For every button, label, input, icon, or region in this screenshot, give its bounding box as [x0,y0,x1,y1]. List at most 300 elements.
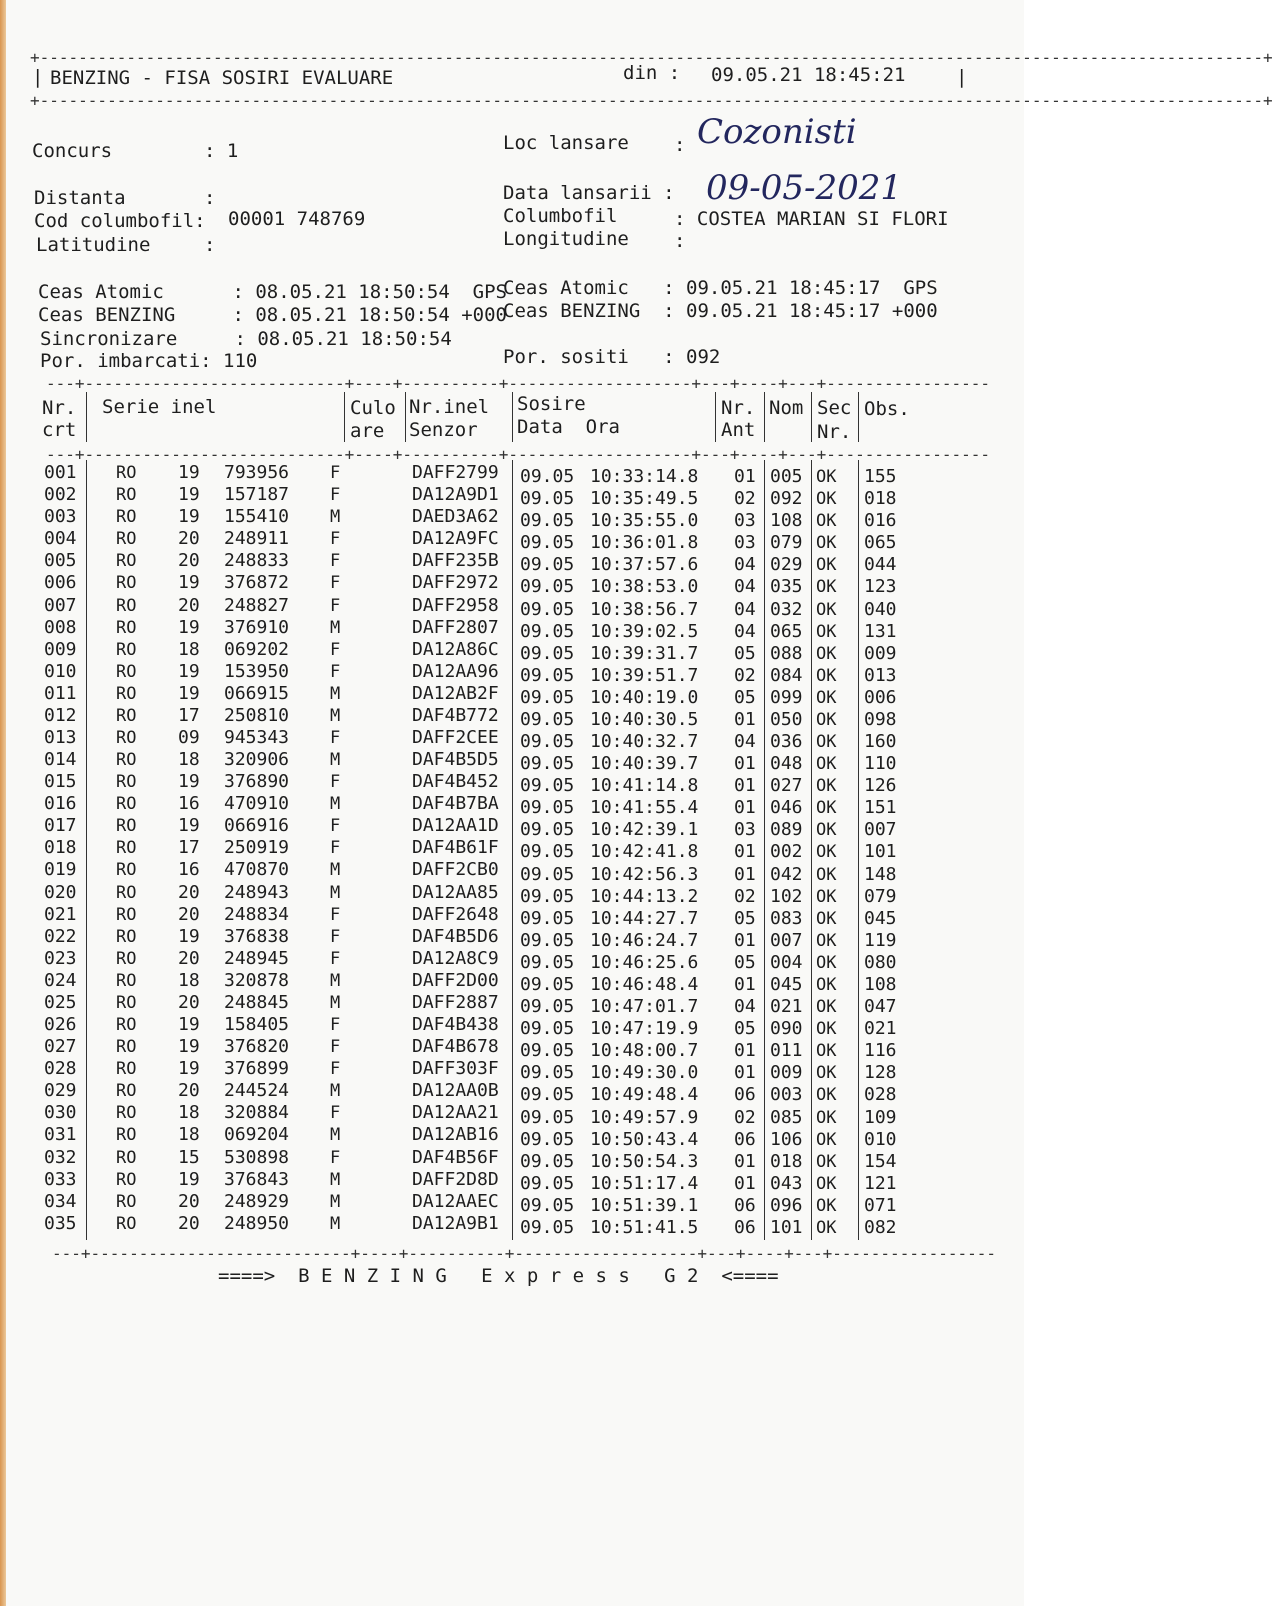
cell-obs: 045 [864,907,897,929]
cell-country: RO [116,1015,137,1036]
cell-year: 20 [178,528,200,550]
distanta-value: : [204,187,216,209]
cell-nom: 079 [770,532,803,554]
cell-sex: M [330,705,341,726]
cell-time: 10:33:14.8 [590,466,699,487]
columbofil-label: Columbofil [503,205,618,227]
cell-antenna: 05 [734,951,756,973]
table-row [0,594,1024,620]
table-row [0,991,1024,1018]
cell-year: 20 [178,1190,200,1212]
cell-country: RO [116,816,137,837]
cell-year: 19 [178,1036,200,1058]
cell-country: RO [116,860,137,881]
cell-date: 09.05 [520,488,575,510]
cell-country: RO [116,992,137,1013]
table-row [0,859,1024,885]
col-sosire-line2: Data Ora [517,416,620,438]
table-row [0,749,1024,775]
table-row [0,506,1024,532]
cell-nr: 008 [44,616,77,638]
table-row [0,660,1024,686]
col-sec-line2: Nr. [817,421,852,443]
cell-nom: 007 [770,929,803,951]
cell-obs: 079 [864,885,897,907]
cell-sec: OK [816,975,837,996]
cell-sensor: DAFF2648 [412,903,499,925]
cell-date: 09.05 [520,996,575,1018]
col-nr-ant-line1: Nr. [721,397,756,419]
cell-year: 19 [178,484,200,506]
cell-country: RO [116,507,137,528]
cell-sex: F [330,551,341,572]
cell-date: 09.05 [520,576,575,598]
table-header-rule: ---+---------------------------+----+----------+-------------------+---+----+---+----------------- [46,445,991,464]
cell-year: 20 [178,903,200,925]
cell-sensor: DAF4B61F [412,837,499,859]
cell-sex: F [330,1147,341,1168]
header-bottom-border: +-------------------------------------------------------------------------------------------------------------------------------+ [30,91,1273,110]
header-top-border: +-------------------------------------------------------------------------------------------------------------------------------+ [30,48,1273,67]
cell-country: RO [116,529,137,550]
cell-year: 20 [178,1212,200,1234]
cell-sex: M [330,1081,341,1102]
cell-sensor: DA12AB2F [412,682,499,704]
cell-year: 17 [178,704,200,726]
cell-obs: 110 [864,753,897,775]
cell-nom: 083 [770,907,803,929]
cell-country: RO [116,750,137,771]
cell-date: 09.05 [520,1106,575,1128]
cell-obs: 116 [864,1040,897,1062]
cell-ring: 248911 [224,528,290,550]
cell-nr: 034 [44,1190,77,1212]
cell-sex: M [330,683,341,704]
cell-time: 10:38:56.7 [590,598,699,620]
cell-time: 10:39:31.7 [590,642,699,664]
cell-nom: 035 [770,576,803,598]
cell-nom: 084 [770,664,803,686]
cell-nr: 011 [44,682,77,704]
cell-sex: F [330,1037,341,1058]
latitudine-label: Latitudine [36,234,151,256]
cell-obs: 007 [864,819,897,841]
cell-country: RO [116,551,137,572]
cell-antenna: 04 [734,996,756,1018]
vline [764,392,765,442]
cell-antenna: 05 [734,907,756,929]
cell-date: 09.05 [520,510,575,532]
latitudine-value: : [204,234,216,256]
cell-sex: M [330,750,341,771]
loc-lansare-colon: : [674,134,686,156]
cell-year: 19 [178,771,200,793]
cell-nom: 085 [770,1106,803,1128]
table-row [0,881,1024,907]
cell-ring: 248845 [224,991,290,1013]
table-row [0,1190,1024,1216]
cell-nr: 010 [44,660,77,682]
table-row [0,528,1024,554]
cell-nr: 030 [44,1102,77,1124]
cell-antenna: 01 [734,753,756,775]
cell-nr: 021 [44,903,77,925]
cell-ring: 250919 [224,837,290,859]
cell-antenna: 01 [734,797,756,819]
cell-country: RO [116,926,137,947]
cell-sensor: DA12AA21 [412,1102,499,1124]
cell-country: RO [116,794,137,815]
cell-country: RO [116,595,137,616]
cell-sensor: DA12A86C [412,638,499,660]
cell-obs: 006 [864,686,897,708]
cell-year: 09 [178,726,200,748]
cell-antenna: 04 [734,620,756,642]
cell-obs: 065 [864,532,897,554]
cell-time: 10:37:57.6 [590,554,699,576]
cell-time: 10:41:14.8 [590,775,699,797]
cell-sec: OK [816,489,837,510]
cell-country: RO [116,1081,137,1102]
cell-time: 10:46:25.6 [590,951,699,973]
cell-sec: OK [816,1129,837,1150]
col-culoare-line1: Culo [350,397,396,419]
cell-ring: 376872 [224,572,290,594]
cod-columbofil-value: 00001 748769 [228,208,366,230]
cell-nr: 014 [44,749,77,771]
table-row [0,771,1024,797]
cell-sex: F [330,1015,341,1036]
cell-nom: 002 [770,841,803,863]
table-row [0,616,1024,642]
cell-date: 09.05 [520,1150,575,1172]
cell-sec: OK [816,952,837,973]
cell-date: 09.05 [520,664,575,686]
cell-year: 19 [178,506,200,528]
cell-time: 10:35:55.0 [590,510,699,532]
cell-sensor: DAFF303F [412,1058,499,1080]
cell-time: 10:49:30.0 [590,1062,699,1084]
cell-obs: 047 [864,996,897,1018]
loc-lansare-handwritten: Cozonisti [697,112,857,152]
cell-sec: OK [816,732,837,753]
cell-year: 19 [178,682,200,704]
cell-date: 09.05 [520,797,575,819]
cell-sensor: DA12AA96 [412,660,499,682]
cell-sec: OK [816,555,837,576]
loc-lansare-label: Loc lansare [503,132,629,154]
cell-date: 09.05 [520,775,575,797]
cell-nr: 015 [44,771,77,793]
cell-year: 19 [178,616,200,638]
table-row [0,462,1024,487]
cell-sensor: DAF4B438 [412,1014,499,1036]
cell-date: 09.05 [520,708,575,730]
cell-obs: 040 [864,598,897,620]
cell-sec: OK [816,842,837,863]
cell-year: 18 [178,1102,200,1124]
cell-obs: 126 [864,775,897,797]
cell-antenna: 02 [734,1106,756,1128]
cell-nr: 012 [44,704,77,726]
cell-time: 10:51:39.1 [590,1194,699,1216]
cell-nr: 006 [44,572,77,594]
cell-antenna: 01 [734,775,756,797]
cell-sensor: DAF4B5D6 [412,925,499,947]
cell-ring: 248945 [224,947,290,969]
cell-antenna: 04 [734,576,756,598]
cell-antenna: 04 [734,731,756,753]
cell-sensor: DA12AA0B [412,1080,499,1102]
cell-sensor: DAFF235B [412,550,499,572]
cell-sex: F [330,639,341,660]
cell-sex: M [330,1125,341,1146]
cell-date: 09.05 [520,1172,575,1194]
cell-obs: 028 [864,1084,897,1106]
table-row [0,682,1024,708]
cell-sex: F [330,463,341,483]
cell-sensor: DA12A9FC [412,528,499,550]
cell-nom: 009 [770,1062,803,1084]
vline [858,392,859,442]
cell-ring: 248833 [224,550,290,572]
longitudine-value: : [674,230,686,252]
cell-antenna: 03 [734,532,756,554]
cell-nr: 026 [44,1014,77,1036]
cell-nom: 004 [770,951,803,973]
vline [405,392,406,442]
cell-date: 09.05 [520,1128,575,1150]
cell-sensor: DA12AB16 [412,1124,499,1146]
cell-sec: OK [816,1151,837,1172]
ceas-benzing-right: Ceas BENZING : 09.05.21 18:45:17 +000 [503,300,938,322]
cell-date: 09.05 [520,598,575,620]
cell-time: 10:41:55.4 [590,797,699,819]
cell-nr: 017 [44,815,77,837]
col-sec-line1: Sec [817,397,852,419]
cell-obs: 071 [864,1194,897,1216]
cell-sex: M [330,1169,341,1190]
cell-ring: 320878 [224,969,290,991]
cell-antenna: 01 [734,863,756,885]
cell-date: 09.05 [520,929,575,951]
table-row [0,1168,1024,1194]
cell-date: 09.05 [520,731,575,753]
cell-nom: 042 [770,863,803,885]
cell-nr: 028 [44,1058,77,1080]
cell-sec: OK [816,997,837,1018]
cell-date: 09.05 [520,907,575,929]
cell-nom: 005 [770,466,803,487]
cell-sensor: DA12A8C9 [412,947,499,969]
cell-nr: 002 [44,484,77,506]
cell-obs: 160 [864,731,897,753]
cell-country: RO [116,1103,137,1124]
distanta-label: Distanta [34,187,126,209]
cell-obs: 098 [864,708,897,730]
cell-year: 17 [178,837,200,859]
cell-date: 09.05 [520,686,575,708]
cell-sensor: DAFF2CEE [412,726,499,748]
cell-date: 09.05 [520,951,575,973]
cell-date: 09.05 [520,1040,575,1062]
cell-year: 19 [178,462,200,483]
cell-sec: OK [816,1019,837,1040]
table-row [0,1124,1024,1150]
ceas-benzing-left: Ceas BENZING : 08.05.21 18:50:54 +000 [38,304,507,326]
cell-country: RO [116,904,137,925]
cell-antenna: 05 [734,686,756,708]
cell-nom: 003 [770,1084,803,1106]
cell-nr: 025 [44,991,77,1013]
cell-obs: 119 [864,929,897,951]
cell-country: RO [116,948,137,969]
cell-nom: 096 [770,1194,803,1216]
cell-nom: 032 [770,598,803,620]
por-imbarcati: Por. imbarcati: 110 [40,350,258,372]
table-row [0,550,1024,576]
cell-nom: 089 [770,819,803,841]
cell-antenna: 02 [734,885,756,907]
cell-year: 19 [178,572,200,594]
cell-nom: 018 [770,1150,803,1172]
cell-sec: OK [816,908,837,929]
cell-obs: 148 [864,863,897,885]
col-nom: Nom [769,397,804,419]
cell-nom: 099 [770,686,803,708]
cell-date: 09.05 [520,974,575,996]
cell-country: RO [116,1213,137,1234]
cell-sex: M [330,860,341,881]
cell-sensor: DAF4B7BA [412,793,499,815]
cell-country: RO [116,1059,137,1080]
cell-sensor: DAF4B56F [412,1146,499,1168]
cell-sensor: DA12A9D1 [412,484,499,506]
table-row [0,837,1024,863]
cell-sec: OK [816,533,837,554]
cell-nom: 108 [770,510,803,532]
cell-year: 19 [178,660,200,682]
cell-antenna: 06 [734,1084,756,1106]
cell-nom: 048 [770,753,803,775]
table-row [0,793,1024,819]
cell-time: 10:44:27.7 [590,907,699,929]
cell-antenna: 04 [734,598,756,620]
cell-sensor: DA12AAEC [412,1190,499,1212]
cell-nr: 018 [44,837,77,859]
table-row [0,704,1024,730]
cell-sex: F [330,1059,341,1080]
cell-sensor: DAFF2D8D [412,1168,499,1190]
cell-nr: 033 [44,1168,77,1190]
cell-ring: 155410 [224,506,290,528]
cell-year: 20 [178,881,200,903]
cell-date: 09.05 [520,1062,575,1084]
cell-nom: 029 [770,554,803,576]
cell-obs: 082 [864,1216,897,1238]
cell-obs: 009 [864,642,897,664]
cell-nr: 019 [44,859,77,881]
cell-antenna: 01 [734,1062,756,1084]
cell-country: RO [116,485,137,506]
col-nr-ant-line2: Ant [721,419,756,441]
cell-sex: F [330,573,341,594]
cell-sec: OK [816,643,837,664]
table-row [0,638,1024,664]
cell-sec: OK [816,709,837,730]
cell-sex: F [330,816,341,837]
cell-sensor: DAFF2958 [412,594,499,616]
cell-sensor: DAFF2887 [412,991,499,1013]
cell-sec: OK [816,1173,837,1194]
cell-sex: M [330,794,341,815]
columbofil-value: : COSTEA MARIAN SI FLORI [674,208,949,230]
cell-nom: 011 [770,1040,803,1062]
cell-sex: F [330,595,341,616]
table-row [0,572,1024,598]
cell-sex: F [330,661,341,682]
cell-sex: F [330,1103,341,1124]
cell-time: 10:51:17.4 [590,1172,699,1194]
cell-nr: 016 [44,793,77,815]
cell-date: 09.05 [520,1084,575,1106]
cell-nom: 092 [770,488,803,510]
cell-ring: 376899 [224,1058,290,1080]
cell-nom: 046 [770,797,803,819]
cell-obs: 080 [864,951,897,973]
ceas-atomic-right: Ceas Atomic : 09.05.21 18:45:17 GPS [503,277,938,299]
cell-country: RO [116,1191,137,1212]
cell-year: 16 [178,793,200,815]
cell-time: 10:42:41.8 [590,841,699,863]
cell-antenna: 02 [734,664,756,686]
cell-obs: 154 [864,1150,897,1172]
cell-date: 09.05 [520,1018,575,1040]
cell-ring: 248827 [224,594,290,616]
cell-nr: 001 [44,462,77,483]
din-value: 09.05.21 18:45:21 [711,64,906,86]
table-top-rule: ---+---------------------------+----+----------+-------------------+---+----+---+----------------- [46,374,991,393]
table-row [0,815,1024,841]
cell-sex: M [330,507,341,528]
cell-ring: 248929 [224,1190,290,1212]
cell-ring: 069202 [224,638,290,660]
cell-sex: F [330,529,341,550]
cell-time: 10:46:48.4 [590,974,699,996]
cell-ring: 376820 [224,1036,290,1058]
cell-country: RO [116,772,137,793]
cell-date: 09.05 [520,642,575,664]
col-serie-inel: Serie inel [102,396,217,418]
col-nr-crt-line1: Nr. [42,397,77,419]
vline [512,392,513,442]
cell-nr: 020 [44,881,77,903]
cell-sec: OK [816,1041,837,1062]
cell-ring: 250810 [224,704,290,726]
cell-year: 19 [178,815,200,837]
vline [86,392,87,442]
cell-sensor: DAFF2799 [412,462,499,483]
cell-time: 10:46:24.7 [590,929,699,951]
table-row [0,1036,1024,1062]
cell-antenna: 02 [734,488,756,510]
cell-sensor: DAF4B452 [412,771,499,793]
cell-sensor: DAF4B678 [412,1036,499,1058]
cell-antenna: 05 [734,1018,756,1040]
cell-time: 10:51:41.5 [590,1216,699,1238]
cell-ring: 157187 [224,484,290,506]
cell-year: 20 [178,991,200,1013]
